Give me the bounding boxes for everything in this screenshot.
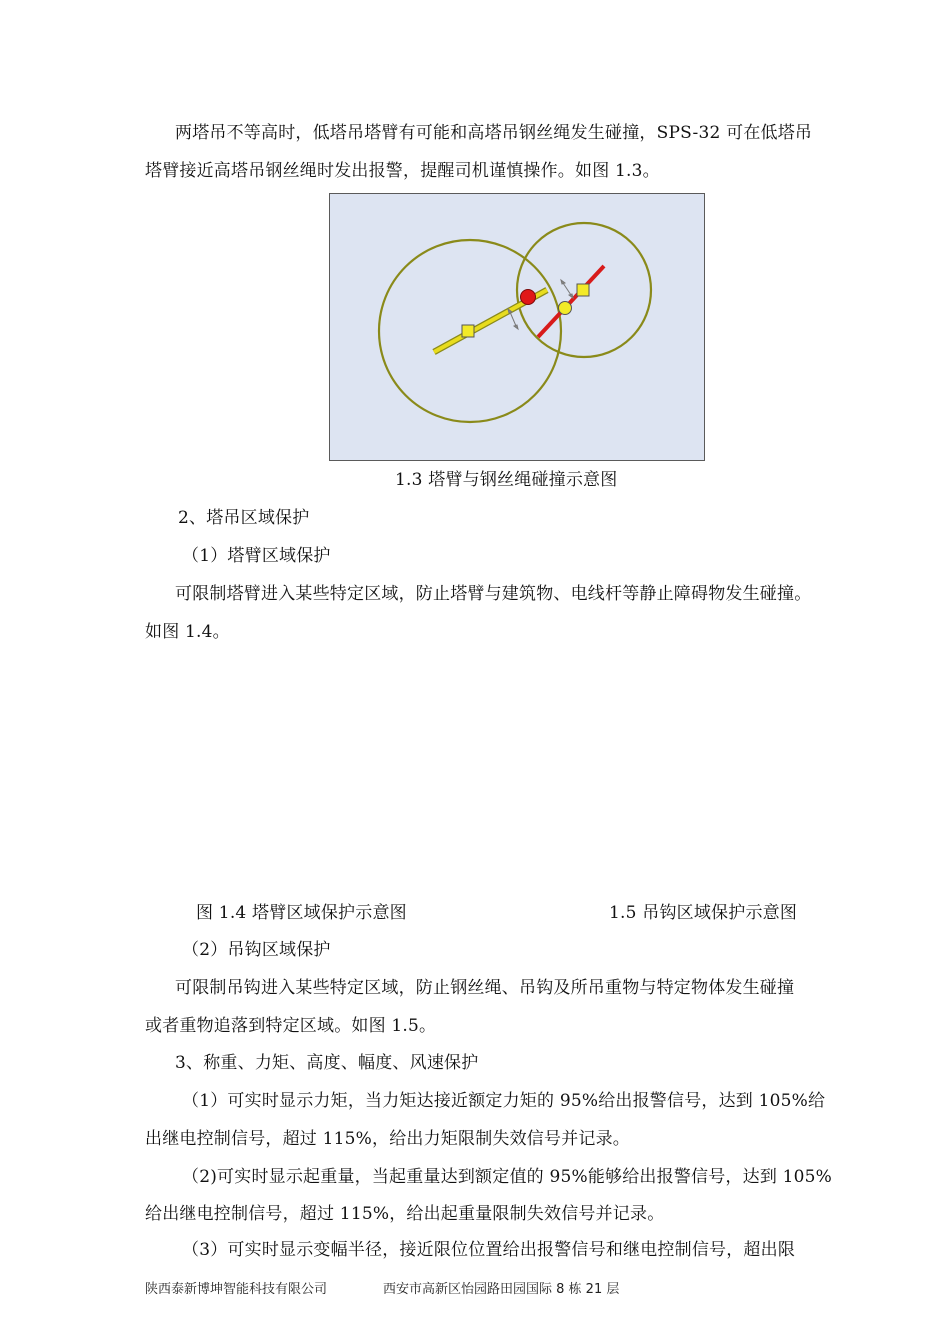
item-1-line-2: 出继电控制信号，超过 115%，给出力矩限制失效信号并记录。 [145, 1129, 631, 1149]
item-2-line-1: （2)可实时显示起重量，当起重量达到额定值的 95%能够给出报警信号，达到 105% [182, 1167, 833, 1187]
collision-diagram [329, 193, 705, 461]
figure-1-3-caption: 1.3 塔臂与钢丝绳碰撞示意图 [395, 470, 618, 490]
collision-diagram-svg [330, 194, 703, 459]
footer-company: 陕西泰新博坤智能科技有限公司 [145, 1282, 328, 1297]
item-2-line-2: 给出继电控制信号，超过 115%，给出起重量限制失效信号并记录。 [145, 1204, 665, 1224]
subsection-2-heading: （2）吊钩区域保护 [182, 940, 331, 960]
paragraph-2-line-1: 可限制塔臂进入某些特定区域，防止塔臂与建筑物、电线杆等静止障碍物发生碰撞。 [175, 584, 812, 604]
paragraph-2-line-2: 如图 1.4。 [145, 622, 230, 642]
figure-1-4-caption: 图 1.4 塔臂区域保护示意图 [196, 903, 407, 923]
section-2-heading: 2、塔吊区域保护 [178, 508, 310, 528]
section-3-heading: 3、称重、力矩、高度、幅度、风速保护 [175, 1053, 479, 1073]
item-1-line-1: （1）可实时显示力矩，当力矩达接近额定力矩的 95%给出报警信号，达到 105%给 [182, 1091, 826, 1111]
high-crane-hook-marker [577, 284, 589, 296]
low-crane-mast-marker [462, 325, 474, 337]
collision-point-marker [521, 290, 536, 305]
rope-distance-arrow-icon [561, 280, 573, 298]
high-crane-rope [538, 266, 604, 337]
footer-address: 西安市高新区怡园路田园国际 8 栋 21 层 [383, 1282, 620, 1297]
paragraph-1-line-1: 两塔吊不等高时，低塔吊塔臂有可能和高塔吊钢丝绳发生碰撞，SPS-32 可在低塔吊 [175, 123, 813, 143]
paragraph-1-line-2: 塔臂接近高塔吊钢丝绳时发出报警，提醒司机谨慎操作。如图 1.3。 [145, 161, 660, 181]
figure-1-5-caption: 1.5 吊钩区域保护示意图 [609, 903, 798, 923]
subsection-1-heading: （1）塔臂区域保护 [182, 546, 331, 566]
paragraph-3-line-2: 或者重物追落到特定区域。如图 1.5。 [145, 1016, 437, 1036]
paragraph-3-line-1: 可限制吊钩进入某些特定区域，防止钢丝绳、吊钩及所吊重物与特定物体发生碰撞 [175, 978, 795, 998]
item-3-line-1: （3）可实时显示变幅半径，接近限位位置给出报警信号和继电控制信号，超出限 [182, 1240, 796, 1260]
rope-contact-marker [559, 302, 572, 315]
